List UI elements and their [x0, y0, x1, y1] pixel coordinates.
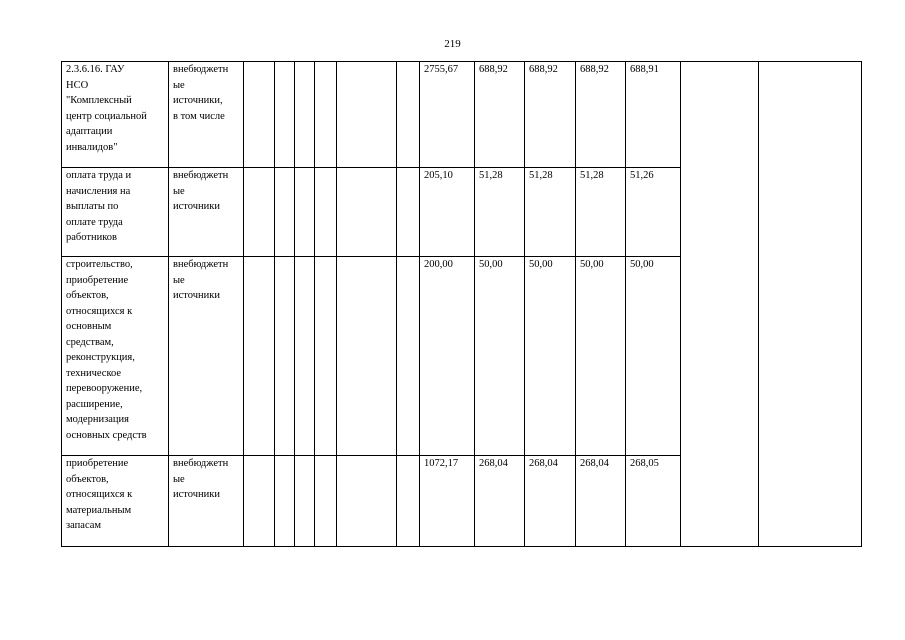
- empty-cell: [295, 168, 315, 257]
- total-value-cell: 200,00: [420, 257, 475, 456]
- funding-source-cell: внебюджетн ые источники: [169, 257, 244, 456]
- year-value-cell: 50,00: [576, 257, 626, 456]
- empty-cell: [275, 257, 295, 456]
- empty-cell: [244, 257, 275, 456]
- year-value-cell: 50,00: [626, 257, 681, 456]
- year-value-cell: 268,04: [475, 456, 525, 547]
- row-name-cell: строительство, приобретение объектов, относящихся к основным средствам, реконструкция, техническое перевооружение, расширение, модернизация основных средств: [62, 257, 169, 456]
- empty-cell: [337, 257, 397, 456]
- year-value-cell: 50,00: [475, 257, 525, 456]
- total-value-cell: 2755,67: [420, 62, 475, 168]
- funding-source-cell: внебюджетн ые источники: [169, 168, 244, 257]
- empty-cell: [295, 257, 315, 456]
- empty-cell: [244, 168, 275, 257]
- empty-cell: [397, 456, 420, 547]
- year-value-cell: 688,92: [475, 62, 525, 168]
- empty-cell: [397, 257, 420, 456]
- empty-cell: [315, 168, 337, 257]
- empty-cell: [397, 62, 420, 168]
- empty-cell: [315, 62, 337, 168]
- year-value-cell: 688,91: [626, 62, 681, 168]
- empty-cell: [315, 257, 337, 456]
- empty-cell: [275, 456, 295, 547]
- year-value-cell: 268,05: [626, 456, 681, 547]
- year-value-cell: 51,28: [475, 168, 525, 257]
- row-name-cell: приобретение объектов, относящихся к материальным запасам: [62, 456, 169, 547]
- funding-source-cell: внебюджетн ые источники, в том числе: [169, 62, 244, 168]
- empty-cell: [244, 62, 275, 168]
- funding-source-cell: внебюджетн ые источники: [169, 456, 244, 547]
- year-value-cell: 50,00: [525, 257, 576, 456]
- row-name-cell: 2.3.6.16. ГАУ НСО "Комплексный центр социальной адаптации инвалидов": [62, 62, 169, 168]
- empty-merged-cell: [759, 62, 862, 547]
- empty-cell: [397, 168, 420, 257]
- empty-cell: [244, 456, 275, 547]
- year-value-cell: 268,04: [525, 456, 576, 547]
- row-name-cell: оплата труда и начисления на выплаты по оплате труда работников: [62, 168, 169, 257]
- year-value-cell: 51,26: [626, 168, 681, 257]
- page-number: 219: [444, 38, 461, 50]
- empty-cell: [337, 168, 397, 257]
- empty-cell: [337, 456, 397, 547]
- year-value-cell: 51,28: [576, 168, 626, 257]
- total-value-cell: 205,10: [420, 168, 475, 257]
- year-value-cell: 688,92: [576, 62, 626, 168]
- empty-cell: [275, 62, 295, 168]
- total-value-cell: 1072,17: [420, 456, 475, 547]
- year-value-cell: 268,04: [576, 456, 626, 547]
- empty-cell: [315, 456, 337, 547]
- table-row: [62, 62, 862, 168]
- year-value-cell: 51,28: [525, 168, 576, 257]
- empty-merged-cell: [681, 62, 759, 547]
- empty-cell: [275, 168, 295, 257]
- budget-table: [61, 61, 862, 547]
- empty-cell: [337, 62, 397, 168]
- year-value-cell: 688,92: [525, 62, 576, 168]
- empty-cell: [295, 456, 315, 547]
- empty-cell: [295, 62, 315, 168]
